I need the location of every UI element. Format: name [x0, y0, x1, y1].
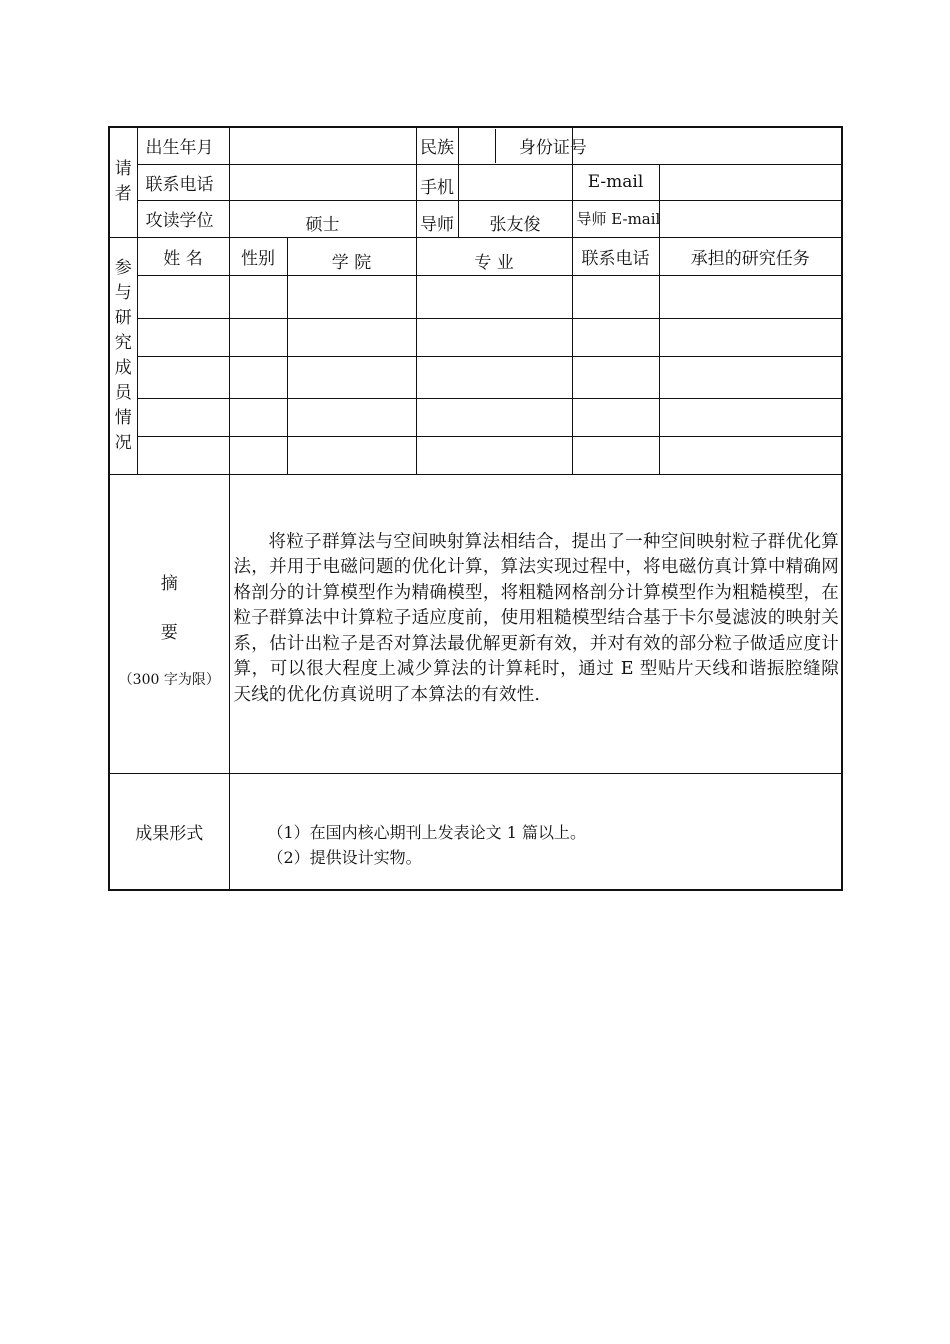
birth-label: 出生年月 — [137, 127, 229, 164]
members-header-college: 学 院 — [287, 237, 416, 275]
member-task-cell[interactable] — [659, 436, 842, 474]
member-task-cell[interactable] — [659, 318, 842, 356]
member-row — [109, 356, 842, 398]
member-name-cell[interactable] — [137, 318, 229, 356]
degree-value: 硕士 — [229, 200, 416, 237]
member-task-cell[interactable] — [659, 275, 842, 318]
member-phone-cell[interactable] — [572, 318, 659, 356]
member-phone-cell[interactable] — [572, 275, 659, 318]
member-college-cell[interactable] — [287, 356, 416, 398]
ethnicity-value[interactable] — [459, 129, 496, 163]
members-header-phone: 联系电话 — [572, 237, 659, 275]
abstract-label-line2: 要 — [160, 622, 178, 643]
ethnicity-value-cell[interactable] — [458, 127, 587, 164]
member-major-cell[interactable] — [416, 318, 572, 356]
abstract-label-line1: 摘 — [160, 573, 178, 594]
members-header-major: 专 业 — [416, 237, 572, 275]
member-gender-cell[interactable] — [229, 398, 287, 436]
birth-value-cell[interactable] — [229, 127, 416, 164]
advisor-label: 导师 — [416, 200, 458, 237]
outcome-item: （1）在国内核心期刊上发表论文 1 篇以上。 — [267, 822, 587, 842]
abstract-label — [109, 474, 229, 773]
phone-value-cell[interactable] — [229, 164, 416, 200]
applicant-row-birth — [109, 127, 842, 164]
member-major-cell[interactable] — [416, 356, 572, 398]
member-row — [109, 275, 842, 318]
advisor-email-value-cell[interactable] — [659, 200, 842, 237]
degree-label: 攻读学位 — [137, 200, 229, 237]
outcome-row — [109, 773, 842, 890]
members-header-name: 姓 名 — [137, 237, 229, 275]
members-side-label: 参 与 研 究 成 员 情 况 — [109, 237, 137, 474]
abstract-row — [109, 474, 842, 773]
abstract-label-note: （300 字为限） — [118, 671, 220, 688]
email-label: E-mail — [572, 164, 659, 200]
member-college-cell[interactable] — [287, 275, 416, 318]
id-value-cell[interactable] — [572, 127, 842, 164]
member-college-cell[interactable] — [287, 398, 416, 436]
email-value-cell[interactable] — [659, 164, 842, 200]
applicant-row-phone — [109, 164, 842, 200]
abstract-text: 将粒子群算法与空间映射算法相结合，提出了一种空间映射粒子群优化算法，并用于电磁问题的优化计算，算法实现过程中，将电磁仿真计算中精确网格剖分的计算模型作为精确模型，将粗糙网格剖分计算模型作为粗糙模型，在粒子群算法中计算粒子适应度前，使用粗糙模型结合基于卡尔曼滤波的映射关系，估计出粒子是否对算法最优解更新有效，并对有效的部分粒子做适应度计算，可以很大程度上减少算法的计算耗时，通过 E 型贴片天线和谐振腔缝隙天线的优化仿真说明了本算法的有效性. — [229, 474, 842, 773]
member-gender-cell[interactable] — [229, 318, 287, 356]
member-college-cell[interactable] — [287, 436, 416, 474]
outcome-item: （2）提供设计实物。 — [267, 847, 422, 867]
member-row — [109, 398, 842, 436]
member-major-cell[interactable] — [416, 275, 572, 318]
mobile-value-cell[interactable] — [458, 164, 572, 200]
member-major-cell[interactable] — [416, 436, 572, 474]
mobile-label: 手机 — [416, 164, 458, 200]
member-phone-cell[interactable] — [572, 356, 659, 398]
member-gender-cell[interactable] — [229, 275, 287, 318]
outcome-label: 成果形式 — [109, 773, 229, 890]
advisor-value: 张友俊 — [458, 200, 572, 237]
id-label: 身份证号 — [518, 138, 587, 159]
member-phone-cell[interactable] — [572, 436, 659, 474]
member-college-cell[interactable] — [287, 318, 416, 356]
ethnicity-label: 民族 — [416, 127, 458, 164]
applicant-row-degree — [109, 200, 842, 237]
phone-label: 联系电话 — [137, 164, 229, 200]
members-header-row — [109, 237, 842, 275]
member-row — [109, 318, 842, 356]
member-name-cell[interactable] — [137, 436, 229, 474]
member-gender-cell[interactable] — [229, 436, 287, 474]
application-form-table — [108, 126, 843, 891]
outcome-text — [229, 773, 842, 890]
member-name-cell[interactable] — [137, 275, 229, 318]
member-task-cell[interactable] — [659, 356, 842, 398]
members-header-task: 承担的研究任务 — [659, 237, 842, 275]
member-gender-cell[interactable] — [229, 356, 287, 398]
members-header-gender: 性别 — [229, 237, 287, 275]
member-name-cell[interactable] — [137, 356, 229, 398]
member-phone-cell[interactable] — [572, 398, 659, 436]
applicant-side-label: 请 者 — [109, 127, 137, 237]
member-name-cell[interactable] — [137, 398, 229, 436]
member-row — [109, 436, 842, 474]
member-major-cell[interactable] — [416, 398, 572, 436]
advisor-email-label: 导师 E-mail — [572, 200, 659, 237]
member-task-cell[interactable] — [659, 398, 842, 436]
